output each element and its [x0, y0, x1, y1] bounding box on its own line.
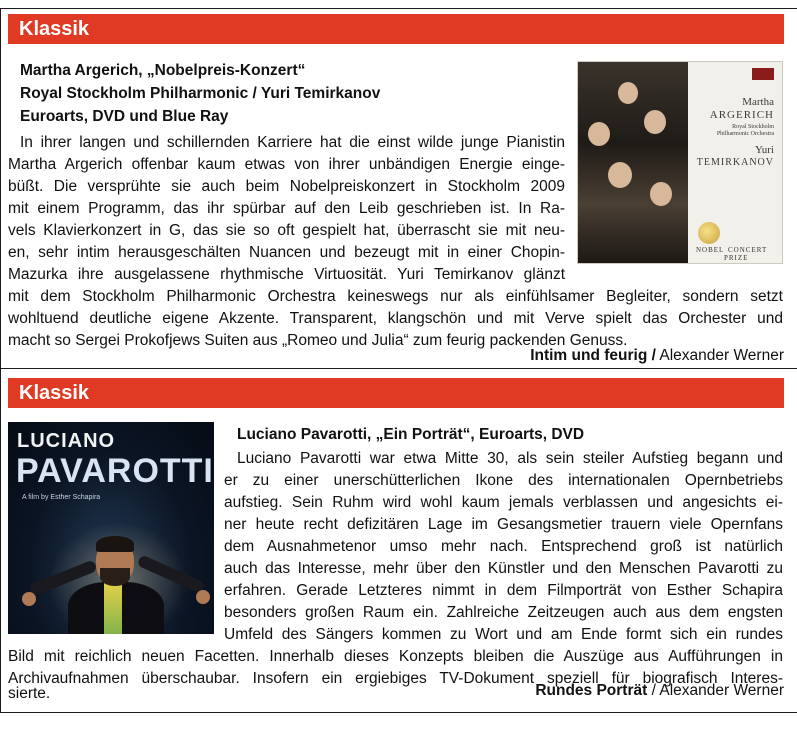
- cover-orchestra-1: Royal Stockholm: [732, 124, 774, 130]
- article-1-body-line: mit einem Programm, das ihr spürbar auf den Leib geschrieben ist. In Ra-: [8, 200, 565, 217]
- section-banner-klassik-1: Klassik: [8, 14, 784, 44]
- article-1-body-line: büßt. Die versprühte sie auch beim Nobelpreiskonzert in Stockholm 2009: [8, 178, 565, 195]
- cover-credit: A film by Esther Schapira: [22, 494, 101, 501]
- article-2-body-line: Archivaufnahmen überschaubar. Insofern ein ergiebiges TV-Dokument speziell für biografisch Interes-: [8, 670, 783, 687]
- article-2-body-line: Bild mit reichlich neuen Facetten. Innerhalb dieses Konzepts bleiben die Auszüge aus Aufführungen in: [8, 648, 783, 665]
- article-2-body-line: aufstieg. Sein Ruhm wird wohl kaum jemals verblassen und angesichts ei-: [224, 494, 783, 511]
- article-1-heading-line-2: Royal Stockholm Philharmonic / Yuri Temirkanov: [20, 85, 381, 102]
- article-2-body-line: ner heute recht defizitären Lage im Gesangsmetier trauern viele Opernfans: [224, 516, 783, 533]
- article-2-byline-title: Rundes Porträt: [535, 682, 648, 699]
- article-1-heading-line-3: Euroarts, DVD und Blue Ray: [20, 108, 229, 125]
- argerich-album-cover: [577, 61, 783, 264]
- left-border: [0, 8, 1, 368]
- cover-orchestra-2: Philharmonic Orchestra: [716, 131, 774, 137]
- top-border: [0, 8, 797, 9]
- article-2-byline-author: / Alexander Werner: [647, 682, 784, 699]
- cover-small-concert: CONCERT: [728, 246, 768, 254]
- cover-name-argerich: ARGERICH: [709, 109, 774, 121]
- article-1-body-line: macht so Sergei Prokofjews Suiten aus „Romeo und Julia“ zum feurig packenden Genuss.: [8, 332, 628, 349]
- section-divider: [0, 368, 797, 369]
- cover-name-yuri: Yuri: [755, 144, 774, 156]
- article-1-byline-title: Intim und feurig /: [530, 347, 656, 364]
- cover-small-nobel: NOBEL: [696, 246, 725, 254]
- article-1-body-line: wohltuend deutliche eigene Akzente. Transparent, klangschön und mit Verve spielt das Orchester und: [8, 310, 783, 327]
- cover-name-martha: Martha: [742, 96, 774, 108]
- cover-small-prize: PRIZE: [724, 254, 749, 262]
- article-1-body-line: Martha Argerich offenbar kaum etwas von ihrer unbändigen Energie einge-: [8, 156, 565, 173]
- scarf: [104, 582, 122, 634]
- section-banner-klassik-2: Klassik: [8, 378, 784, 408]
- article-1-body-line: vels Klavierkonzert in G, das sie so oft gespielt hat, überrascht sie mit neu-: [8, 222, 565, 239]
- bottom-border: [0, 712, 797, 713]
- article-2-body-line: Umfeld des Sängers kommen zu Wort und am Ende formt sich ein rundes: [224, 626, 783, 643]
- article-2-body-line: sierte.: [8, 685, 51, 702]
- pavarotti-dvd-cover: [8, 422, 214, 634]
- article-1-body-line: In ihrer langen und schillernden Karriere hat die einst wilde junge Pianistin: [20, 134, 565, 151]
- article-2-heading: Luciano Pavarotti, „Ein Porträt“, Euroarts, DVD: [237, 426, 585, 443]
- article-1-body-line: mit dem Stockholm Philharmonic Orchestra keineswegs nur als einfühlsamer Begleiter, sondern setzt: [8, 288, 783, 305]
- article-2-body-line: erfahren. Gerade Letzteres nimmt in dem Filmporträt von Esther Schapira: [224, 582, 783, 599]
- article-2-body-line: auch das Interesse, mehr über den Künstler und den Menschen Pavarotti zu: [224, 560, 783, 577]
- article-1-byline: [530, 345, 784, 367]
- cover-title-pavarotti: PAVAROTTI: [16, 452, 214, 490]
- article-2-body-line: besonders großen Raum ein. Zahlreiche Zeitzeugen auch aus dem engsten: [224, 604, 783, 621]
- article-1-body-line: en, sehr intim herausgeschälten Nuancen und bezeugt mit in einer Chopin-: [8, 244, 565, 261]
- cover-title-luciano: LUCIANO: [17, 430, 116, 452]
- article-2-body-line: er zu einer unerschütterlichen Ikone des internationalen Opernbetriebs: [224, 472, 783, 489]
- nobel-medal-icon: [698, 222, 720, 244]
- article-1-byline-author: Alexander Werner: [655, 347, 784, 364]
- article-2-byline: [535, 680, 784, 702]
- article-1-body-line: Mazurka ihre ausgelassene rhythmische Virtuosität. Yuri Temirkanov glänzt: [8, 266, 565, 283]
- article-2-body-line: dem Ausnahmetenor umso mehr nach. Entsprechend groß ist natürlich: [224, 538, 783, 555]
- cover-name-temirkanov: TEMIRKANOV: [696, 157, 774, 168]
- article-2-body-line: Luciano Pavarotti war etwa Mitte 30, als sein steiler Aufstieg begann und: [237, 450, 783, 467]
- label-logo: [752, 68, 774, 80]
- article-1-heading-line-1: Martha Argerich, „Nobelpreis-Konzert“: [20, 62, 306, 79]
- cover-photo-musicians: [578, 62, 688, 264]
- left-border-2: [0, 368, 1, 712]
